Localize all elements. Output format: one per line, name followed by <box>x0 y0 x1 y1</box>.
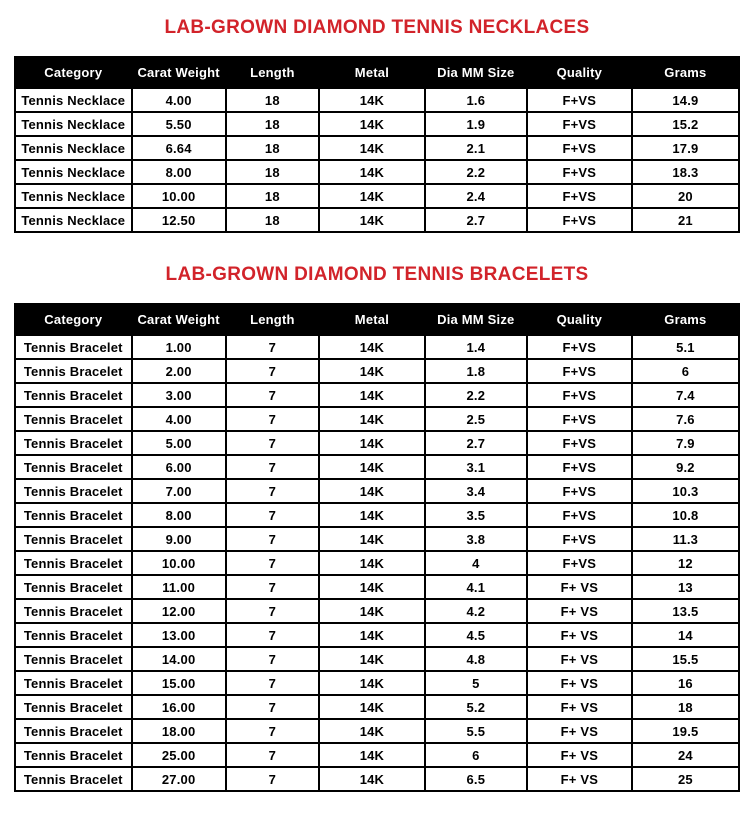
bracelets-table-body <box>15 335 739 791</box>
table-cell: 18 <box>226 136 319 160</box>
table-cell: 14.00 <box>132 647 226 671</box>
table-cell: 15.5 <box>632 647 739 671</box>
table-cell: Tennis Bracelet <box>15 407 132 431</box>
table-cell: 25 <box>632 767 739 791</box>
table-cell: 1.6 <box>425 88 527 112</box>
table-cell: 3.00 <box>132 383 226 407</box>
table-cell: 14K <box>319 431 425 455</box>
table-cell: 4.1 <box>425 575 527 599</box>
table-row <box>15 160 739 184</box>
table-cell: Tennis Bracelet <box>15 695 132 719</box>
table-cell: Tennis Bracelet <box>15 359 132 383</box>
table-cell: F+VS <box>527 503 632 527</box>
table-cell: 14K <box>319 575 425 599</box>
table-cell: Tennis Bracelet <box>15 599 132 623</box>
table-row <box>15 767 739 791</box>
column-header: Category <box>15 304 132 335</box>
table-cell: F+ VS <box>527 647 632 671</box>
table-cell: 14.9 <box>632 88 739 112</box>
table-cell: F+VS <box>527 431 632 455</box>
table-cell: 5.1 <box>632 335 739 359</box>
table-cell: 24 <box>632 743 739 767</box>
table-cell: 18 <box>226 208 319 232</box>
table-cell: 16.00 <box>132 695 226 719</box>
table-cell: 3.5 <box>425 503 527 527</box>
table-cell: 7 <box>226 551 319 575</box>
table-cell: 10.8 <box>632 503 739 527</box>
column-header: Dia MM Size <box>425 57 527 88</box>
table-cell: 14K <box>319 455 425 479</box>
table-cell: 11.00 <box>132 575 226 599</box>
bracelets-table <box>14 303 740 792</box>
table-cell: 7 <box>226 647 319 671</box>
table-row <box>15 695 739 719</box>
table-cell: 7 <box>226 335 319 359</box>
table-cell: 6.5 <box>425 767 527 791</box>
table-cell: Tennis Bracelet <box>15 431 132 455</box>
table-cell: 18.00 <box>132 719 226 743</box>
table-cell: 14K <box>319 599 425 623</box>
column-header: Grams <box>632 57 739 88</box>
table-cell: 18.3 <box>632 160 739 184</box>
necklaces-table <box>14 56 740 233</box>
table-cell: 2.7 <box>425 431 527 455</box>
table-cell: 7 <box>226 743 319 767</box>
table-cell: F+VS <box>527 479 632 503</box>
table-row <box>15 719 739 743</box>
table-cell: 14K <box>319 88 425 112</box>
table-row <box>15 743 739 767</box>
table-cell: 9.2 <box>632 455 739 479</box>
table-row <box>15 112 739 136</box>
table-cell: 2.2 <box>425 160 527 184</box>
table-cell: 7 <box>226 575 319 599</box>
table-cell: 14K <box>319 136 425 160</box>
table-cell: 2.7 <box>425 208 527 232</box>
bracelets-section <box>0 264 754 792</box>
column-header: Category <box>15 57 132 88</box>
table-cell: Tennis Bracelet <box>15 383 132 407</box>
table-cell: F+VS <box>527 551 632 575</box>
table-cell: 14K <box>319 208 425 232</box>
table-cell: Tennis Necklace <box>15 136 132 160</box>
table-cell: 5 <box>425 671 527 695</box>
table-cell: 7 <box>226 767 319 791</box>
table-cell: Tennis Necklace <box>15 160 132 184</box>
table-cell: 1.9 <box>425 112 527 136</box>
column-header: Length <box>226 304 319 335</box>
table-cell: 7 <box>226 695 319 719</box>
table-cell: 7.00 <box>132 479 226 503</box>
table-cell: 21 <box>632 208 739 232</box>
table-row <box>15 136 739 160</box>
table-cell: F+VS <box>527 407 632 431</box>
table-cell: F+VS <box>527 527 632 551</box>
table-cell: 13.5 <box>632 599 739 623</box>
table-cell: 15.2 <box>632 112 739 136</box>
table-cell: 4.5 <box>425 623 527 647</box>
table-row <box>15 647 739 671</box>
table-cell: F+ VS <box>527 623 632 647</box>
table-row <box>15 527 739 551</box>
table-cell: 14K <box>319 359 425 383</box>
table-cell: 2.4 <box>425 184 527 208</box>
header-row <box>15 57 739 88</box>
bracelets-table-header <box>15 304 739 335</box>
table-cell: F+ VS <box>527 671 632 695</box>
table-cell: 2.1 <box>425 136 527 160</box>
table-cell: 7 <box>226 623 319 647</box>
table-cell: 14K <box>319 112 425 136</box>
table-cell: 3.8 <box>425 527 527 551</box>
table-cell: 7.4 <box>632 383 739 407</box>
page <box>0 17 754 792</box>
table-cell: 7 <box>226 503 319 527</box>
table-cell: 14K <box>319 671 425 695</box>
table-cell: 14K <box>319 335 425 359</box>
table-cell: Tennis Bracelet <box>15 527 132 551</box>
table-cell: 2.00 <box>132 359 226 383</box>
table-cell: F+VS <box>527 359 632 383</box>
table-cell: 2.2 <box>425 383 527 407</box>
table-cell: 5.2 <box>425 695 527 719</box>
header-row <box>15 304 739 335</box>
table-cell: 20 <box>632 184 739 208</box>
table-cell: 13 <box>632 575 739 599</box>
table-cell: Tennis Bracelet <box>15 647 132 671</box>
table-cell: 14K <box>319 743 425 767</box>
table-cell: 15.00 <box>132 671 226 695</box>
necklaces-table-header <box>15 57 739 88</box>
table-cell: 7 <box>226 407 319 431</box>
table-cell: 7.9 <box>632 431 739 455</box>
table-cell: Tennis Bracelet <box>15 479 132 503</box>
table-cell: Tennis Bracelet <box>15 743 132 767</box>
table-cell: 11.3 <box>632 527 739 551</box>
table-cell: 7 <box>226 431 319 455</box>
table-cell: 9.00 <box>132 527 226 551</box>
table-row <box>15 88 739 112</box>
table-cell: 7 <box>226 599 319 623</box>
table-cell: 18 <box>632 695 739 719</box>
table-cell: 10.00 <box>132 184 226 208</box>
table-cell: 14K <box>319 503 425 527</box>
table-row <box>15 431 739 455</box>
table-cell: 25.00 <box>132 743 226 767</box>
table-cell: F+VS <box>527 136 632 160</box>
table-cell: 6 <box>425 743 527 767</box>
table-cell: 4 <box>425 551 527 575</box>
table-row <box>15 335 739 359</box>
table-cell: 3.4 <box>425 479 527 503</box>
table-cell: 7.6 <box>632 407 739 431</box>
table-cell: 14K <box>319 527 425 551</box>
table-cell: 14K <box>319 407 425 431</box>
table-cell: 5.5 <box>425 719 527 743</box>
table-cell: Tennis Bracelet <box>15 503 132 527</box>
column-header: Carat Weight <box>132 304 226 335</box>
table-cell: F+VS <box>527 184 632 208</box>
table-cell: Tennis Bracelet <box>15 455 132 479</box>
table-cell: 10.3 <box>632 479 739 503</box>
table-cell: 12.00 <box>132 599 226 623</box>
table-cell: 6.00 <box>132 455 226 479</box>
table-cell: 18 <box>226 112 319 136</box>
necklaces-section <box>0 17 754 233</box>
table-row <box>15 623 739 647</box>
table-cell: 27.00 <box>132 767 226 791</box>
table-cell: 18 <box>226 88 319 112</box>
table-cell: F+ VS <box>527 695 632 719</box>
table-cell: F+ VS <box>527 719 632 743</box>
table-row <box>15 575 739 599</box>
table-row <box>15 671 739 695</box>
table-row <box>15 455 739 479</box>
table-cell: 14K <box>319 647 425 671</box>
table-cell: 18 <box>226 160 319 184</box>
table-cell: 5.50 <box>132 112 226 136</box>
column-header: Dia MM Size <box>425 304 527 335</box>
table-cell: Tennis Bracelet <box>15 719 132 743</box>
table-cell: Tennis Bracelet <box>15 623 132 647</box>
table-cell: Tennis Necklace <box>15 88 132 112</box>
table-cell: 12 <box>632 551 739 575</box>
table-cell: 1.8 <box>425 359 527 383</box>
table-cell: Tennis Bracelet <box>15 335 132 359</box>
table-cell: Tennis Necklace <box>15 184 132 208</box>
table-cell: 7 <box>226 719 319 743</box>
column-header: Carat Weight <box>132 57 226 88</box>
column-header: Quality <box>527 57 632 88</box>
column-header: Quality <box>527 304 632 335</box>
table-cell: F+VS <box>527 160 632 184</box>
table-cell: 14K <box>319 623 425 647</box>
table-row <box>15 551 739 575</box>
table-cell: 14K <box>319 479 425 503</box>
table-cell: 8.00 <box>132 160 226 184</box>
table-cell: 14K <box>319 160 425 184</box>
table-cell: 4.2 <box>425 599 527 623</box>
table-row <box>15 479 739 503</box>
table-cell: 18 <box>226 184 319 208</box>
table-cell: F+ VS <box>527 767 632 791</box>
table-cell: Tennis Bracelet <box>15 575 132 599</box>
table-cell: 12.50 <box>132 208 226 232</box>
table-cell: F+ VS <box>527 743 632 767</box>
column-header: Metal <box>319 57 425 88</box>
table-row <box>15 184 739 208</box>
table-cell: 7 <box>226 455 319 479</box>
table-cell: 14 <box>632 623 739 647</box>
column-header: Grams <box>632 304 739 335</box>
table-cell: F+VS <box>527 88 632 112</box>
table-cell: 6 <box>632 359 739 383</box>
table-cell: 2.5 <box>425 407 527 431</box>
table-cell: Tennis Necklace <box>15 112 132 136</box>
table-row <box>15 503 739 527</box>
table-cell: 14K <box>319 767 425 791</box>
table-cell: F+ VS <box>527 599 632 623</box>
table-cell: 7 <box>226 359 319 383</box>
table-cell: 7 <box>226 479 319 503</box>
table-cell: 4.00 <box>132 88 226 112</box>
table-cell: 14K <box>319 719 425 743</box>
table-cell: 14K <box>319 383 425 407</box>
table-cell: 14K <box>319 184 425 208</box>
table-cell: 17.9 <box>632 136 739 160</box>
column-header: Metal <box>319 304 425 335</box>
table-cell: 1.00 <box>132 335 226 359</box>
table-cell: Tennis Bracelet <box>15 767 132 791</box>
table-cell: 13.00 <box>132 623 226 647</box>
table-cell: 5.00 <box>132 431 226 455</box>
necklaces-table-body <box>15 88 739 232</box>
bracelets-section-title: LAB-GROWN DIAMOND TENNIS BRACELETS <box>165 264 589 285</box>
table-cell: 14K <box>319 695 425 719</box>
table-cell: F+VS <box>527 335 632 359</box>
table-row <box>15 407 739 431</box>
table-row <box>15 599 739 623</box>
table-cell: 16 <box>632 671 739 695</box>
table-cell: 7 <box>226 383 319 407</box>
table-row <box>15 383 739 407</box>
table-cell: F+ VS <box>527 575 632 599</box>
table-cell: 10.00 <box>132 551 226 575</box>
table-cell: 4.00 <box>132 407 226 431</box>
table-cell: 19.5 <box>632 719 739 743</box>
table-cell: 7 <box>226 527 319 551</box>
table-cell: 6.64 <box>132 136 226 160</box>
table-cell: F+VS <box>527 208 632 232</box>
table-cell: Tennis Necklace <box>15 208 132 232</box>
necklaces-section-title: LAB-GROWN DIAMOND TENNIS NECKLACES <box>164 17 590 38</box>
table-cell: 7 <box>226 671 319 695</box>
table-row <box>15 359 739 383</box>
table-cell: 3.1 <box>425 455 527 479</box>
table-cell: F+VS <box>527 112 632 136</box>
table-cell: Tennis Bracelet <box>15 671 132 695</box>
table-cell: Tennis Bracelet <box>15 551 132 575</box>
table-cell: 14K <box>319 551 425 575</box>
table-cell: F+VS <box>527 383 632 407</box>
table-cell: 4.8 <box>425 647 527 671</box>
table-cell: 1.4 <box>425 335 527 359</box>
table-row <box>15 208 739 232</box>
table-cell: 8.00 <box>132 503 226 527</box>
table-cell: F+VS <box>527 455 632 479</box>
column-header: Length <box>226 57 319 88</box>
